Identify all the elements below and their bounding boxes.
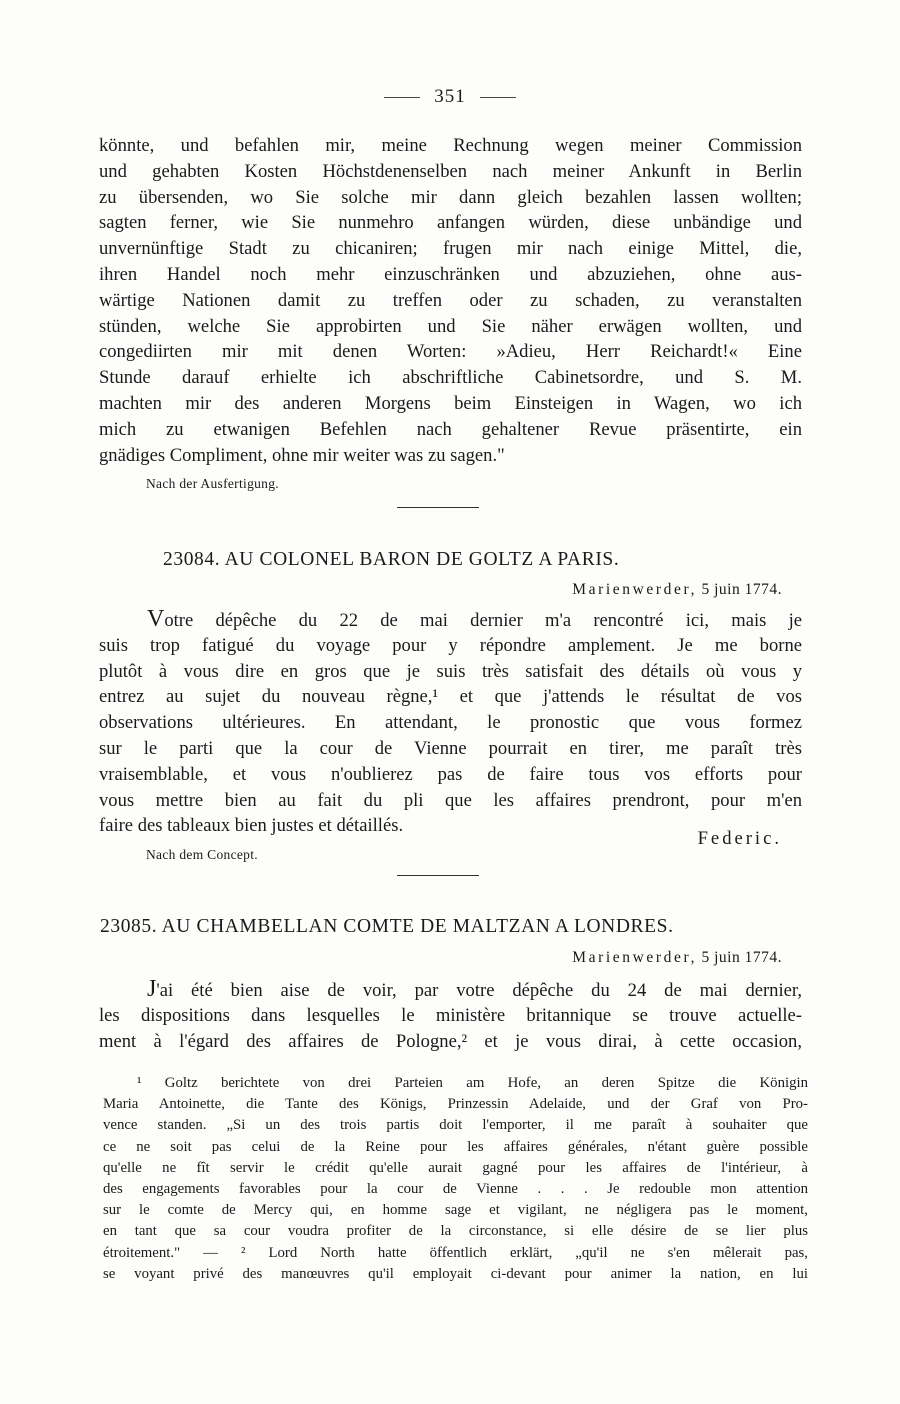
text-line: sur le parti que la cour de Vienne pourrait en tirer, me paraît très [99,737,802,759]
text-line: sagten ferner, wie Sie nunmehro anfangen würden, diese unbändige und [99,212,802,234]
text-line: machten mir des anderen Morgens beim Einsteigen in Wagen, wo ich [99,392,802,414]
text-line: faire des tableaux bien justes et détaillés. [99,815,404,837]
text-line: wärtige Nationen damit zu treffen oder zu schaden, zu veranstalten [99,289,802,311]
page-header [0,86,900,108]
text-line: und gehabten Kosten Höchstdenenselben nach meiner Ankunft in Berlin [99,160,802,182]
header-rule-left [384,97,420,98]
text-line: stünden, welche Sie approbirten und Sie näher erwägen wollten, und [99,315,802,337]
continuation-text [99,133,802,468]
dateline-date: 5 juin 1774. [701,581,782,598]
text-line: zu übersenden, wo Sie solche mir dann gleich bezahlen lassen wollten; [99,186,802,208]
initial-letter: J [147,977,157,1002]
header-rule-right [480,97,516,98]
text-line: vous mettre bien au fait du pli que les affaires prendront, pour m'en [99,789,802,811]
source-note: Nach dem Concept. [146,847,258,862]
footnote-line: se voyant privé des manœuvres qu'il employait ci-devant pour animer la nation, en lui [103,1265,808,1282]
text-line: congediirten mir mit denen Worten: »Adieu, Herr Reichardt!« Eine [99,341,802,363]
footnote-line: des engagements favorables pour la cour de Vienne . . . Je redouble mon attention [103,1180,808,1197]
text-line: könnte, und befahlen mir, meine Rechnung wegen meiner Commission [99,135,802,156]
dateline [572,949,782,967]
text-line: ihren Handel noch mehr einzuschränken und abzuziehen, ohne aus- [99,263,802,285]
text-line: suis trop fatigué du voyage pour y répondre amplement. Je me borne [99,634,802,656]
dateline [572,581,782,599]
text-line: plutôt à vous dire en gros que je suis très satisfait des détails où vous y [99,660,802,682]
text-line: gnädiges Compliment, ohne mir weiter was zu sagen." [99,444,505,466]
dateline-date: 5 juin 1774. [701,949,782,966]
initial-letter: V [147,607,165,632]
footnotes [103,1073,808,1285]
letter-body [99,977,802,1054]
footnote-line: en tant que sa cour voudra profiter de la circonstance, si elle désire de se lier plus [103,1223,808,1240]
text-line: ment à l'égard des affaires de Pologne,² et je vous dirai, à cette occasion, [99,1030,802,1052]
section-divider [397,507,479,508]
footnote-line: Maria Antoinette, die Tante des Königs, Prinzessin Adelaide, und der Graf von Pro- [103,1096,808,1113]
dateline-place: Marienwerder, [572,581,698,598]
footnote-line: ¹ Goltz berichtete von drei Parteien am Hofe, an deren Spitze die Königin [137,1075,808,1091]
letter-heading: 23085. AU CHAMBELLAN COMTE DE MALTZAN A LONDRES. [100,916,674,937]
page-number: 351 [434,86,466,107]
footnote-line: étroitement." — ² Lord North hatte öffentlich erklärt, „qu'il ne s'en mêlerait pas, [103,1244,808,1261]
section-divider [397,875,479,876]
footnote-line: vence standen. „Si un des trois partis doit l'emporter, il me paraît à souhaiter que [103,1117,808,1134]
footnote-line: ce ne soit pas celui de la Reine pour les affaires générales, n'étant guère possible [103,1138,808,1155]
text-line: entrez au sujet du nouveau règne,¹ et que j'attends le résultat de vos [99,686,802,708]
text-line: Votre dépêche du 22 de mai dernier m'a rencontré ici, mais je [147,607,802,632]
signature: Federic. [697,828,782,849]
text-line: les dispositions dans lesquelles le ministère britannique se trouve actuelle- [99,1004,802,1026]
footnote-line: qu'elle ne fît servir le crédit qu'elle aurait gagné pour les affaires de l'intérieur, à [103,1159,808,1176]
text-line: observations ultérieures. En attendant, le pronostic que vous formez [99,712,802,734]
footnote-line: sur le comte de Mercy qui, en homme sage et vigilant, ne négligera pas le moment, [103,1202,808,1219]
letter-body [99,607,802,839]
text-line: vraisemblable, et vous n'oublierez pas de faire tous vos efforts pour [99,763,802,785]
letter-heading: 23084. AU COLONEL BARON DE GOLTZ A PARIS. [163,549,620,570]
text-line: unvernünftige Stadt zu chicaniren; frugen mir nach einige Mittel, die, [99,238,802,260]
dateline-place: Marienwerder, [572,949,698,966]
text-line: J'ai été bien aise de voir, par votre dépêche du 24 de mai dernier, [147,977,802,1002]
text-line: Stunde darauf erhielte ich abschriftliche Cabinetsordre, und S. M. [99,367,802,389]
source-note: Nach der Ausfertigung. [146,476,279,491]
text-line: mich zu etwanigen Befehlen nach gehaltener Revue präsentirte, ein [99,418,802,440]
